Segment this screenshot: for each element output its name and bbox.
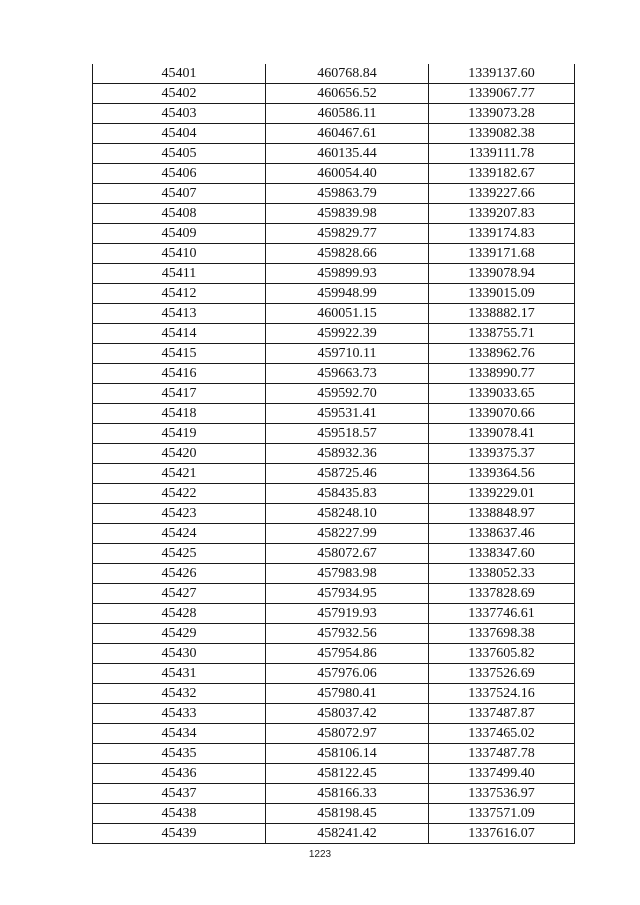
point-id-cell: 45413 (93, 304, 266, 324)
point-id-cell: 45433 (93, 704, 266, 724)
table-row (93, 804, 575, 824)
table-row (93, 704, 575, 724)
y-coordinate-cell: 1337698.38 (429, 624, 575, 644)
y-coordinate-cell: 1339171.68 (429, 244, 575, 264)
point-id-cell: 45436 (93, 764, 266, 784)
table-row (93, 484, 575, 504)
x-coordinate-cell: 457932.56 (266, 624, 429, 644)
y-coordinate-cell: 1339364.56 (429, 464, 575, 484)
x-coordinate-cell: 458241.42 (266, 824, 429, 844)
point-id-cell: 45403 (93, 104, 266, 124)
table-row (93, 664, 575, 684)
point-id-cell: 45406 (93, 164, 266, 184)
point-id-cell: 45438 (93, 804, 266, 824)
table-row (93, 104, 575, 124)
y-coordinate-cell: 1339229.01 (429, 484, 575, 504)
point-id-cell: 45423 (93, 504, 266, 524)
table-row (93, 784, 575, 804)
table-row (93, 564, 575, 584)
table-row (93, 504, 575, 524)
y-coordinate-cell: 1337828.69 (429, 584, 575, 604)
point-id-cell: 45421 (93, 464, 266, 484)
x-coordinate-cell: 457934.95 (266, 584, 429, 604)
point-id-cell: 45401 (93, 64, 266, 84)
y-coordinate-cell: 1337536.97 (429, 784, 575, 804)
x-coordinate-cell: 458227.99 (266, 524, 429, 544)
x-coordinate-cell: 459710.11 (266, 344, 429, 364)
point-id-cell: 45404 (93, 124, 266, 144)
x-coordinate-cell: 458166.33 (266, 784, 429, 804)
y-coordinate-cell: 1337524.16 (429, 684, 575, 704)
table-row (93, 684, 575, 704)
x-coordinate-cell: 458725.46 (266, 464, 429, 484)
point-id-cell: 45409 (93, 224, 266, 244)
table-row (93, 124, 575, 144)
y-coordinate-cell: 1338962.76 (429, 344, 575, 364)
point-id-cell: 45424 (93, 524, 266, 544)
y-coordinate-cell: 1338637.46 (429, 524, 575, 544)
x-coordinate-cell: 459518.57 (266, 424, 429, 444)
y-coordinate-cell: 1339182.67 (429, 164, 575, 184)
point-id-cell: 45420 (93, 444, 266, 464)
table-row (93, 84, 575, 104)
x-coordinate-cell: 457983.98 (266, 564, 429, 584)
table-row (93, 404, 575, 424)
table-row (93, 424, 575, 444)
point-id-cell: 45430 (93, 644, 266, 664)
x-coordinate-cell: 458106.14 (266, 744, 429, 764)
x-coordinate-cell: 459863.79 (266, 184, 429, 204)
y-coordinate-cell: 1338347.60 (429, 544, 575, 564)
x-coordinate-cell: 460051.15 (266, 304, 429, 324)
x-coordinate-cell: 458072.67 (266, 544, 429, 564)
table-row (93, 304, 575, 324)
table-row (93, 244, 575, 264)
x-coordinate-cell: 457919.93 (266, 604, 429, 624)
x-coordinate-cell: 458248.10 (266, 504, 429, 524)
y-coordinate-cell: 1339137.60 (429, 64, 575, 84)
y-coordinate-cell: 1339067.77 (429, 84, 575, 104)
point-id-cell: 45405 (93, 144, 266, 164)
table-row (93, 604, 575, 624)
table-row (93, 724, 575, 744)
y-coordinate-cell: 1337526.69 (429, 664, 575, 684)
x-coordinate-cell: 458037.42 (266, 704, 429, 724)
x-coordinate-cell: 459922.39 (266, 324, 429, 344)
table-row (93, 384, 575, 404)
point-id-cell: 45425 (93, 544, 266, 564)
y-coordinate-cell: 1337746.61 (429, 604, 575, 624)
point-id-cell: 45414 (93, 324, 266, 344)
table-row (93, 284, 575, 304)
table-row (93, 184, 575, 204)
table-row (93, 364, 575, 384)
table-row (93, 64, 575, 84)
table-row (93, 744, 575, 764)
y-coordinate-cell: 1339082.38 (429, 124, 575, 144)
x-coordinate-cell: 457954.86 (266, 644, 429, 664)
point-id-cell: 45419 (93, 424, 266, 444)
table-row (93, 644, 575, 664)
point-id-cell: 45418 (93, 404, 266, 424)
point-id-cell: 45417 (93, 384, 266, 404)
x-coordinate-cell: 459828.66 (266, 244, 429, 264)
table-row (93, 764, 575, 784)
point-id-cell: 45410 (93, 244, 266, 264)
y-coordinate-cell: 1337465.02 (429, 724, 575, 744)
point-id-cell: 45407 (93, 184, 266, 204)
point-id-cell: 45426 (93, 564, 266, 584)
x-coordinate-cell: 459829.77 (266, 224, 429, 244)
x-coordinate-cell: 460135.44 (266, 144, 429, 164)
table-row (93, 624, 575, 644)
table-row (93, 524, 575, 544)
table-row (93, 164, 575, 184)
table-row (93, 464, 575, 484)
point-id-cell: 45431 (93, 664, 266, 684)
x-coordinate-cell: 459531.41 (266, 404, 429, 424)
y-coordinate-cell: 1339227.66 (429, 184, 575, 204)
table-row (93, 824, 575, 844)
x-coordinate-cell: 458435.83 (266, 484, 429, 504)
x-coordinate-cell: 459948.99 (266, 284, 429, 304)
point-id-cell: 45427 (93, 584, 266, 604)
y-coordinate-cell: 1337487.87 (429, 704, 575, 724)
coordinates-table-container (92, 64, 574, 844)
x-coordinate-cell: 460586.11 (266, 104, 429, 124)
y-coordinate-cell: 1337616.07 (429, 824, 575, 844)
point-id-cell: 45415 (93, 344, 266, 364)
point-id-cell: 45429 (93, 624, 266, 644)
x-coordinate-cell: 460768.84 (266, 64, 429, 84)
coordinates-table (92, 64, 575, 844)
point-id-cell: 45402 (93, 84, 266, 104)
x-coordinate-cell: 458122.45 (266, 764, 429, 784)
y-coordinate-cell: 1339033.65 (429, 384, 575, 404)
point-id-cell: 45422 (93, 484, 266, 504)
table-row (93, 204, 575, 224)
point-id-cell: 45416 (93, 364, 266, 384)
point-id-cell: 45428 (93, 604, 266, 624)
x-coordinate-cell: 457976.06 (266, 664, 429, 684)
table-row (93, 324, 575, 344)
table-row (93, 344, 575, 364)
y-coordinate-cell: 1338882.17 (429, 304, 575, 324)
point-id-cell: 45434 (93, 724, 266, 744)
point-id-cell: 45439 (93, 824, 266, 844)
table-row (93, 544, 575, 564)
x-coordinate-cell: 459839.98 (266, 204, 429, 224)
x-coordinate-cell: 459899.93 (266, 264, 429, 284)
y-coordinate-cell: 1339078.41 (429, 424, 575, 444)
point-id-cell: 45437 (93, 784, 266, 804)
y-coordinate-cell: 1338052.33 (429, 564, 575, 584)
x-coordinate-cell: 459592.70 (266, 384, 429, 404)
y-coordinate-cell: 1339207.83 (429, 204, 575, 224)
table-row (93, 584, 575, 604)
y-coordinate-cell: 1337605.82 (429, 644, 575, 664)
y-coordinate-cell: 1338848.97 (429, 504, 575, 524)
table-row (93, 444, 575, 464)
y-coordinate-cell: 1337499.40 (429, 764, 575, 784)
point-id-cell: 45432 (93, 684, 266, 704)
y-coordinate-cell: 1337571.09 (429, 804, 575, 824)
y-coordinate-cell: 1339070.66 (429, 404, 575, 424)
x-coordinate-cell: 459663.73 (266, 364, 429, 384)
y-coordinate-cell: 1339078.94 (429, 264, 575, 284)
y-coordinate-cell: 1339073.28 (429, 104, 575, 124)
y-coordinate-cell: 1338990.77 (429, 364, 575, 384)
point-id-cell: 45435 (93, 744, 266, 764)
table-row (93, 264, 575, 284)
y-coordinate-cell: 1339111.78 (429, 144, 575, 164)
y-coordinate-cell: 1337487.78 (429, 744, 575, 764)
x-coordinate-cell: 458932.36 (266, 444, 429, 464)
table-row (93, 144, 575, 164)
coordinates-table-body (93, 64, 575, 844)
point-id-cell: 45408 (93, 204, 266, 224)
x-coordinate-cell: 460656.52 (266, 84, 429, 104)
x-coordinate-cell: 460054.40 (266, 164, 429, 184)
y-coordinate-cell: 1338755.71 (429, 324, 575, 344)
table-row (93, 224, 575, 244)
point-id-cell: 45412 (93, 284, 266, 304)
y-coordinate-cell: 1339375.37 (429, 444, 575, 464)
x-coordinate-cell: 458072.97 (266, 724, 429, 744)
point-id-cell: 45411 (93, 264, 266, 284)
x-coordinate-cell: 460467.61 (266, 124, 429, 144)
x-coordinate-cell: 457980.41 (266, 684, 429, 704)
y-coordinate-cell: 1339174.83 (429, 224, 575, 244)
y-coordinate-cell: 1339015.09 (429, 284, 575, 304)
x-coordinate-cell: 458198.45 (266, 804, 429, 824)
page-number: 1223 (308, 849, 332, 860)
